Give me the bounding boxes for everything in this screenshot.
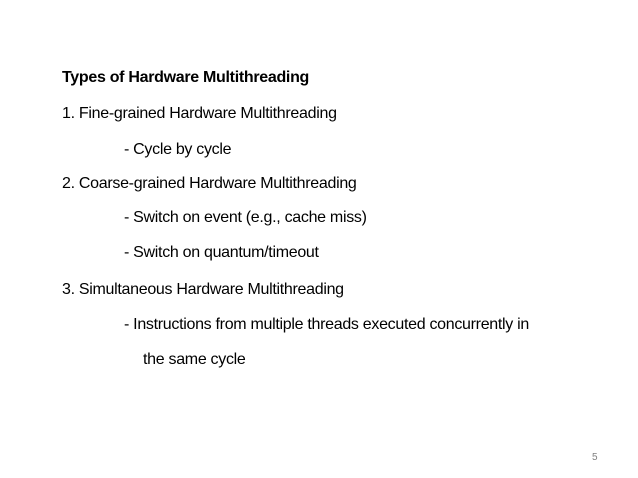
list-item-simultaneous: 3. Simultaneous Hardware Multithreading: [62, 281, 344, 298]
slide-heading: Types of Hardware Multithreading: [62, 69, 310, 86]
sub-item-instructions-continued: the same cycle: [143, 351, 246, 368]
sub-item-instructions: - Instructions from multiple threads executed concurrently in: [124, 316, 529, 333]
list-item-coarse-grained: 2. Coarse-grained Hardware Multithreading: [62, 175, 357, 192]
page-number: 5: [592, 452, 598, 463]
sub-item-switch-on-event: - Switch on event (e.g., cache miss): [124, 209, 367, 226]
sub-item-cycle-by-cycle: - Cycle by cycle: [124, 141, 232, 158]
sub-item-switch-on-quantum: - Switch on quantum/timeout: [124, 244, 319, 261]
list-item-fine-grained: 1. Fine-grained Hardware Multithreading: [62, 105, 337, 122]
